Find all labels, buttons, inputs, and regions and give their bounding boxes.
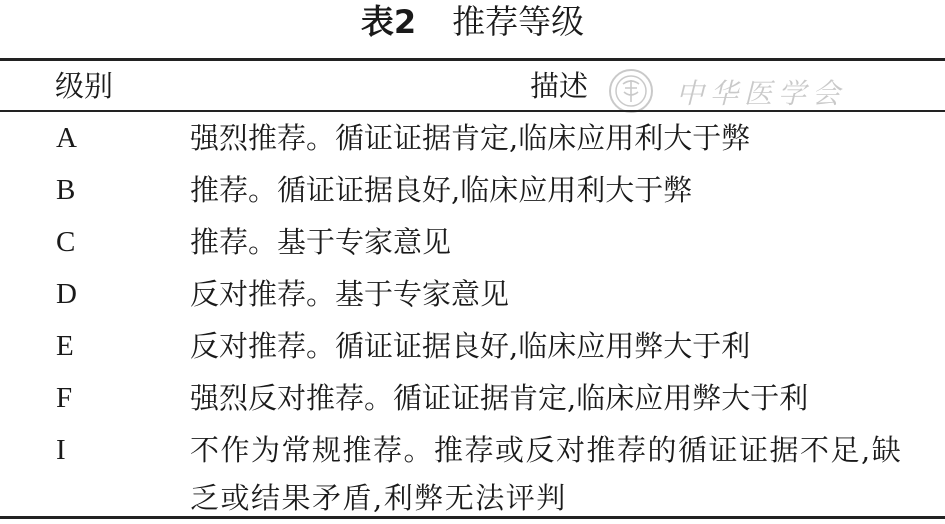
- table-title-number: 2: [393, 3, 417, 41]
- row-description: 强烈反对推荐。循证证据肯定,临床应用弊大于利: [190, 381, 809, 415]
- row-level: F: [56, 382, 73, 414]
- watermark: [596, 66, 896, 116]
- row-description: 强烈推荐。循证证据肯定,临床应用利大于弊: [190, 121, 751, 155]
- row-description: 推荐。循证证据良好,临床应用利大于弊: [190, 173, 693, 207]
- table-title-label: 表: [360, 2, 394, 41]
- column-header-description: 描述: [530, 69, 589, 103]
- row-description: 推荐。基于专家意见: [190, 225, 452, 259]
- watermark-text: 中华医学会: [676, 77, 847, 110]
- row-level: D: [56, 278, 77, 310]
- row-level: I: [56, 434, 66, 466]
- row-description: 反对推荐。循证证据良好,临床应用弊大于利: [190, 329, 751, 363]
- row-level: C: [56, 226, 76, 258]
- row-level: E: [56, 330, 74, 362]
- table-title-text: 推荐等级: [452, 2, 585, 41]
- table-header-rule: [0, 110, 945, 112]
- watermark-seal-icon: [596, 66, 666, 116]
- table-title: [0, 2, 945, 42]
- row-description: 反对推荐。基于专家意见: [190, 277, 510, 311]
- row-level: B: [56, 174, 76, 206]
- row-description: 不作为常规推荐。推荐或反对推荐的循证证据不足,缺乏或结果矛盾,利弊无法评判: [190, 433, 903, 515]
- column-header-level: 级别: [55, 69, 114, 103]
- table-bottom-rule: [0, 516, 945, 519]
- table-top-rule: [0, 58, 945, 61]
- row-level: A: [56, 122, 77, 154]
